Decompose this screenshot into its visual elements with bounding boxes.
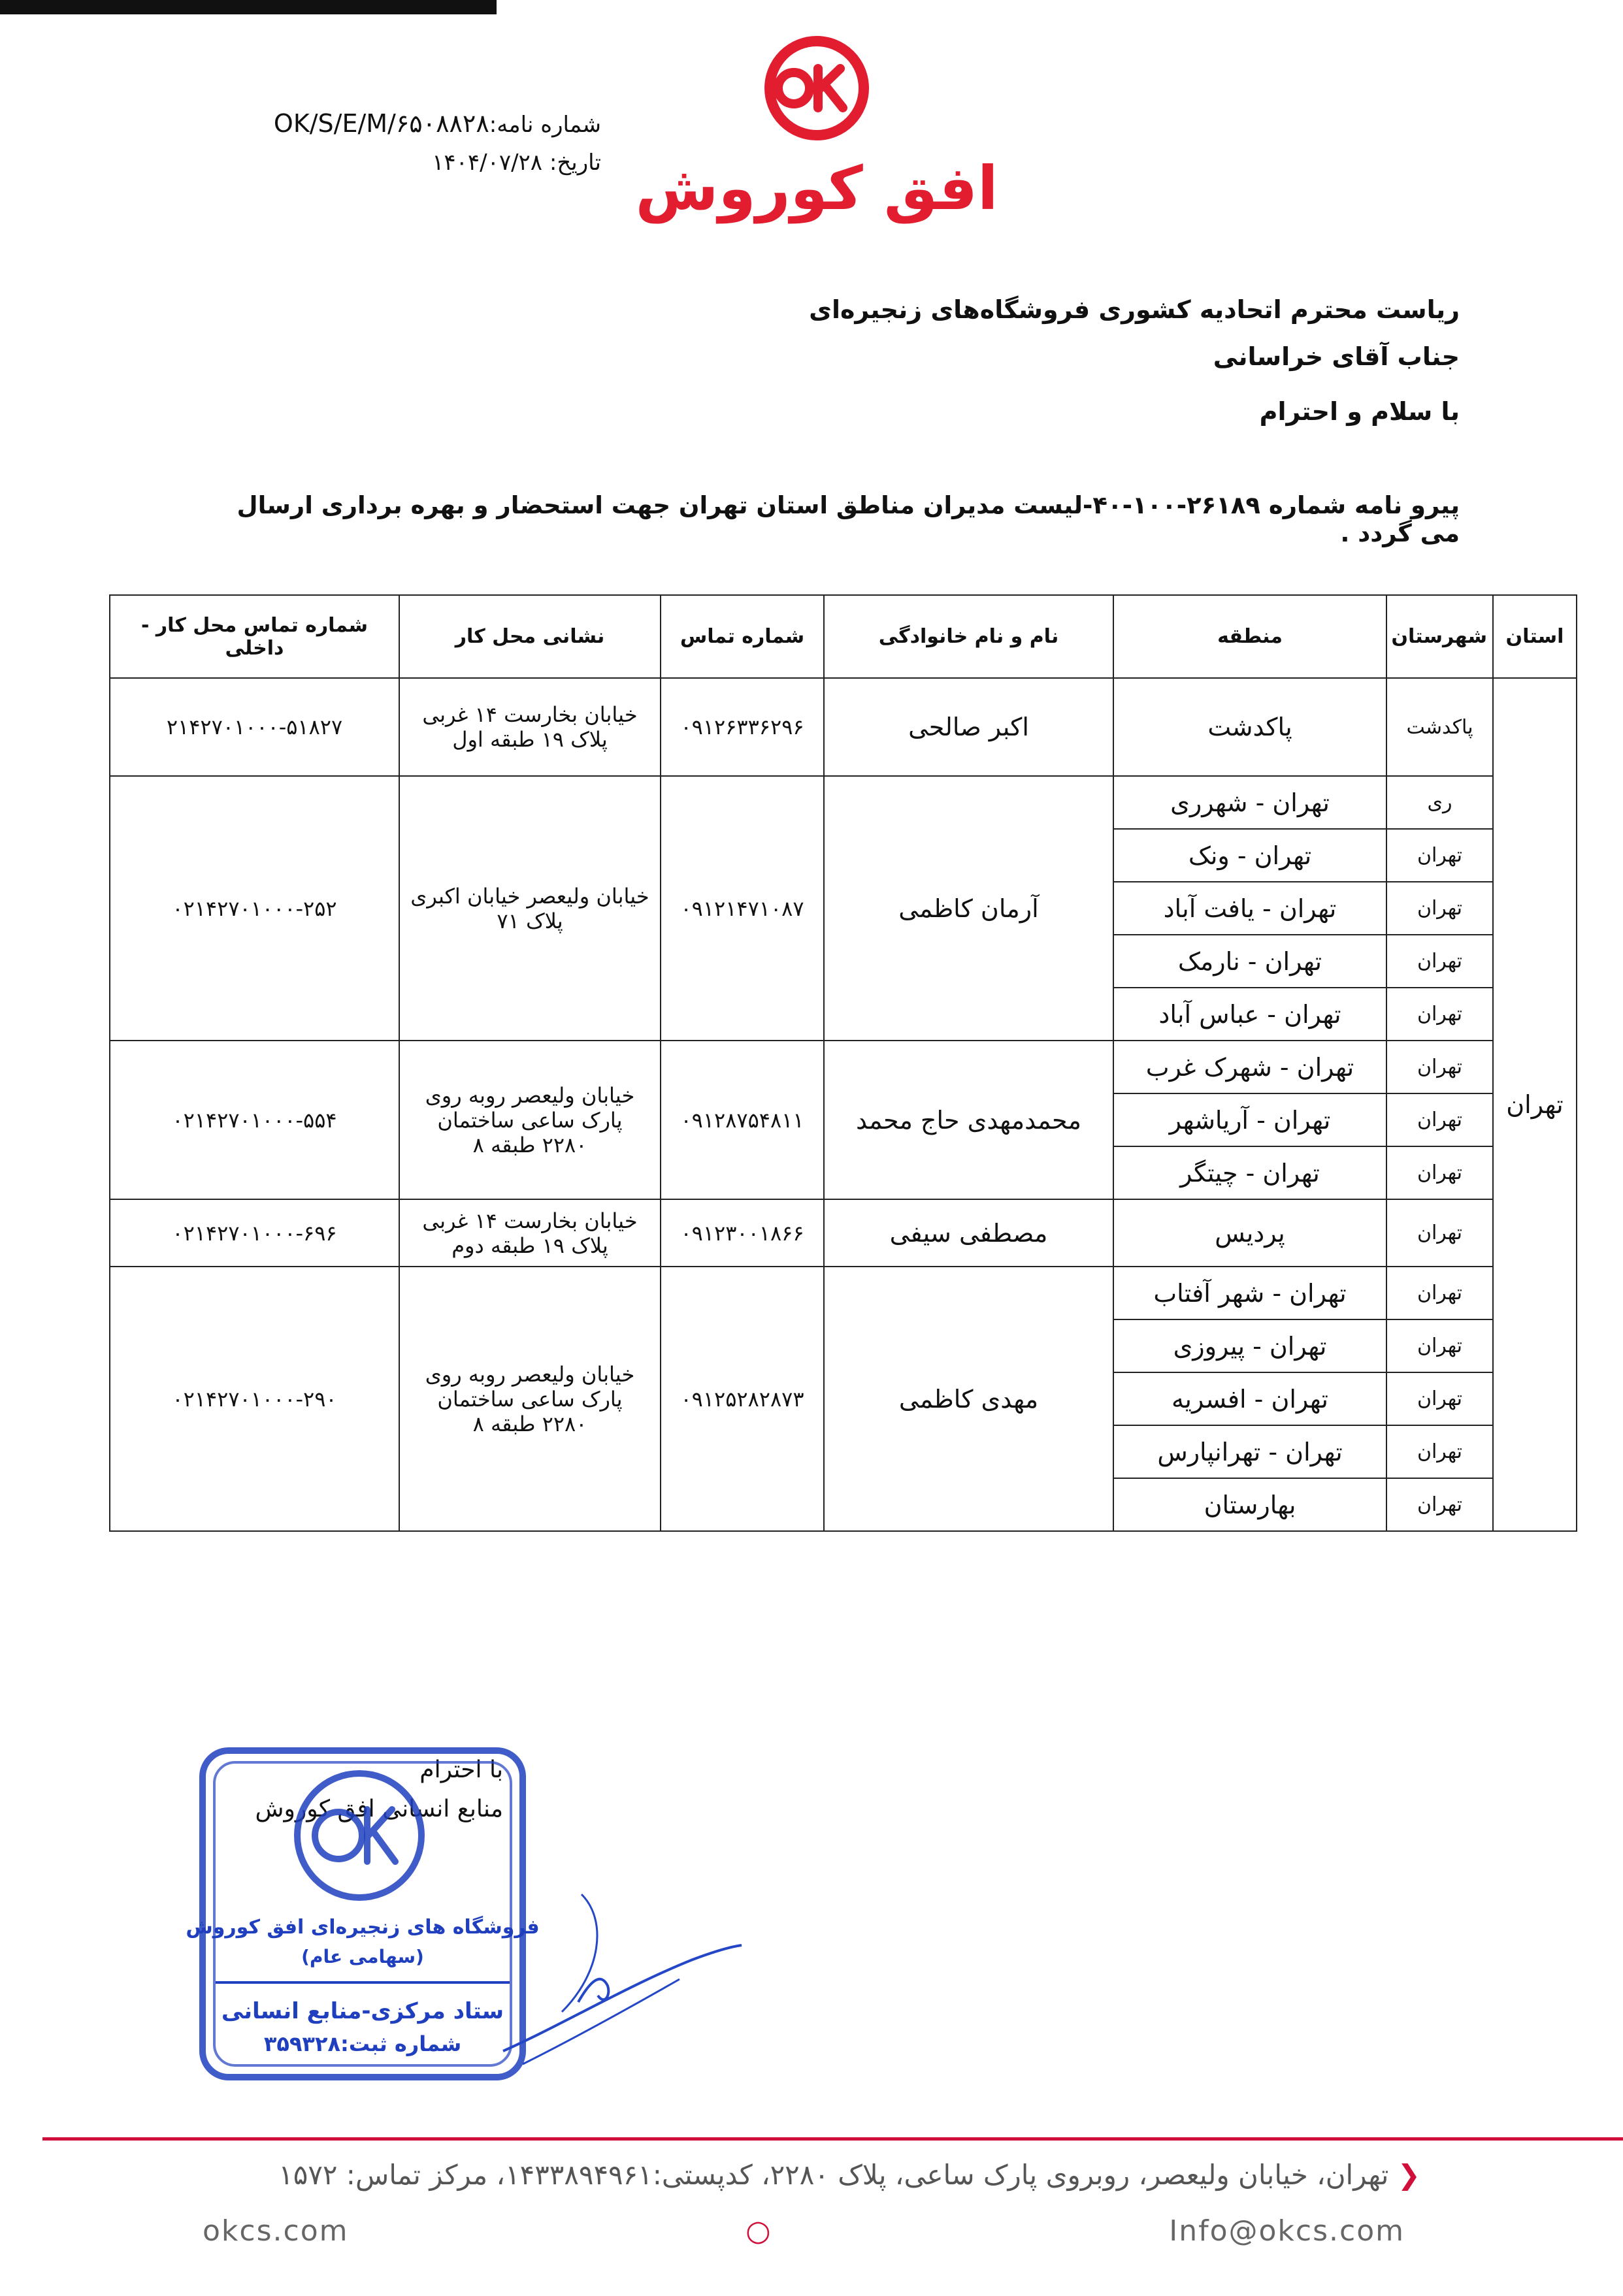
- phone-cell: ۰۹۱۲۸۷۵۴۸۱۱: [661, 1041, 824, 1199]
- region-cell: تهران - تهرانپارس: [1113, 1425, 1386, 1478]
- stamp-department: ستاد مرکزی-منابع انسانی: [221, 1998, 504, 2024]
- address-cell: [399, 1041, 661, 1199]
- city-cell: تهران: [1386, 1372, 1493, 1425]
- address-cell: [399, 1199, 661, 1267]
- header-work-phone: شماره تماس محل کار - داخلی: [110, 595, 399, 678]
- province-cell: تهران: [1493, 678, 1577, 1531]
- address-line: ۲۲۸۰ طبقه ۸: [472, 1132, 587, 1157]
- recipient-block: [610, 286, 1460, 380]
- closing-line-2: منابع انسانی افق کوروش: [255, 1796, 503, 1822]
- letter-number-value: OK/S/E/M/۶۵۰۸۸۲۸: [273, 109, 489, 138]
- address-line: پلاک ۱۹ طبقه دوم: [451, 1233, 608, 1258]
- phone-cell: ۰۹۱۲۱۴۷۱۰۸۷: [661, 776, 824, 1041]
- address-cell: [399, 776, 661, 1041]
- region-cell: پردیس: [1113, 1199, 1386, 1267]
- company-logo: [635, 39, 998, 229]
- footer-address-line: [209, 2159, 1420, 2191]
- region-cell: تهران - آریاشهر: [1113, 1093, 1386, 1146]
- stamp-registration: شماره ثبت:۳۵۹۳۲۸: [263, 2031, 462, 2056]
- letter-number-label: شماره نامه:: [489, 112, 601, 138]
- stamp-company: فروشگاه های زنجیره‌ای افق کوروش: [186, 1916, 540, 1939]
- stamp-type: (سهامی عام): [301, 1946, 424, 1967]
- table-row: [110, 776, 1577, 829]
- city-cell: تهران: [1386, 1146, 1493, 1199]
- header-city: شهرستان: [1386, 595, 1493, 678]
- company-logo-text: افق کوروش: [635, 154, 998, 223]
- region-cell: بهارستان: [1113, 1478, 1386, 1531]
- address-line: خیابان بخارست ۱۴ غربی: [422, 702, 638, 727]
- header-province: استان: [1493, 595, 1577, 678]
- header-phone: شماره تماس: [661, 595, 824, 678]
- manager-name-cell: اکبر صالحی: [824, 678, 1113, 776]
- greeting: با سلام و احترام: [1259, 397, 1460, 426]
- phone-cell: ۰۹۱۲۳۰۰۱۸۶۶: [661, 1199, 824, 1267]
- address-cell: [399, 1267, 661, 1531]
- city-cell: تهران: [1386, 1478, 1493, 1531]
- table-header-row: [110, 595, 1577, 678]
- city-cell: تهران: [1386, 882, 1493, 935]
- work-phone-cell: ۰۲۱۴۲۷۰۱۰۰۰-۲۹۰: [110, 1267, 399, 1531]
- phone-cell: ۰۹۱۲۵۲۸۲۸۷۳: [661, 1267, 824, 1531]
- region-cell: تهران - ونک: [1113, 829, 1386, 882]
- work-phone-cell: ۰۲۱۴۲۷۰۱۰۰۰-۲۵۲: [110, 776, 399, 1041]
- letter-date-label: تاریخ:: [549, 150, 601, 176]
- region-cell: تهران - نارمک: [1113, 935, 1386, 988]
- manager-name-cell: آرمان کاظمی: [824, 776, 1113, 1041]
- region-cell: پاکدشت: [1113, 678, 1386, 776]
- city-cell: ری: [1386, 776, 1493, 829]
- managers-table: [109, 594, 1577, 1532]
- address-line: خیابان ولیعصر روبه روی: [425, 1082, 635, 1108]
- letter-reference: [209, 105, 601, 182]
- table-row: [110, 1199, 1577, 1267]
- handwritten-signature: [484, 1881, 758, 2077]
- footer-divider: [42, 2137, 1623, 2141]
- address-line: پارک ساعی ساختمان: [437, 1386, 623, 1412]
- address-line: خیابان ولیعصر خیابان اکبری: [410, 883, 649, 909]
- letter-number-line: [209, 105, 601, 144]
- company-stamp: [186, 1744, 540, 2084]
- city-cell: پاکدشت: [1386, 678, 1493, 776]
- work-phone-cell: ۰۲۱۴۲۷۰۱۰۰۰-۵۵۴: [110, 1041, 399, 1199]
- manager-name-cell: مهدی کاظمی: [824, 1267, 1113, 1531]
- city-cell: تهران: [1386, 1319, 1493, 1372]
- letter-body: پیرو نامه شماره ۲۶۱۸۹-۱۰۰-۴۰-لیست مدیران مناطق استان تهران جهت استحضار و بهره برداری ارسال می گردد .: [237, 491, 1460, 547]
- region-cell: تهران - افسریه: [1113, 1372, 1386, 1425]
- city-cell: تهران: [1386, 1199, 1493, 1267]
- footer-web-line: [203, 2214, 1405, 2248]
- address-line: ۲۲۸۰ طبقه ۸: [472, 1411, 587, 1436]
- footer-email[interactable]: Info@okcs.com: [1169, 2214, 1405, 2248]
- city-cell: تهران: [1386, 1425, 1493, 1478]
- city-cell: تهران: [1386, 1093, 1493, 1146]
- region-cell: تهران - شهر آفتاب: [1113, 1267, 1386, 1319]
- address-line: پارک ساعی ساختمان: [437, 1107, 623, 1133]
- city-cell: تهران: [1386, 829, 1493, 882]
- work-phone-cell: ۲۱۴۲۷۰۱۰۰۰-۵۱۸۲۷: [110, 678, 399, 776]
- city-cell: تهران: [1386, 1267, 1493, 1319]
- region-cell: تهران - یافت آباد: [1113, 882, 1386, 935]
- scan-edge-bar: [0, 0, 497, 14]
- region-cell: تهران - شهرک غرب: [1113, 1041, 1386, 1093]
- closing-line-1: با احترام: [419, 1756, 503, 1783]
- manager-name-cell: محمدمهدی حاج محمد: [824, 1041, 1113, 1199]
- region-cell: تهران - عباس آباد: [1113, 988, 1386, 1041]
- footer-address: تهران، خیابان ولیعصر، روبروی پارک ساعی، پلاک ۲۲۸۰، کدپستی:۱۴۳۳۸۹۴۹۶۱، مرکز تماس: ۱۵۷۲: [278, 2159, 1389, 2191]
- work-phone-cell: ۰۲۱۴۲۷۰۱۰۰۰-۶۹۶: [110, 1199, 399, 1267]
- header-name: نام و نام خانوادگی: [824, 595, 1113, 678]
- region-cell: تهران - چیتگر: [1113, 1146, 1386, 1199]
- table-row: [110, 678, 1577, 776]
- address-line: پلاک ۱۹ طبقه اول: [452, 727, 608, 752]
- table-row: [110, 1041, 1577, 1093]
- address-cell: [399, 678, 661, 776]
- letter-date-value: ۱۴۰۴/۰۷/۲۸: [432, 150, 543, 176]
- region-cell: تهران - پیروزی: [1113, 1319, 1386, 1372]
- header-region: منطقه: [1113, 595, 1386, 678]
- footer-website[interactable]: okcs.com: [203, 2214, 349, 2248]
- city-cell: تهران: [1386, 988, 1493, 1041]
- header-address: نشانی محل کار: [399, 595, 661, 678]
- city-cell: تهران: [1386, 935, 1493, 988]
- chevron-left-icon: ❮: [1397, 2159, 1420, 2191]
- address-line: خیابان ولیعصر روبه روی: [425, 1361, 635, 1387]
- recipient-line-2: جناب آقای خراسانی: [1213, 342, 1460, 371]
- phone-cell: ۰۹۱۲۶۳۳۶۲۹۶: [661, 678, 824, 776]
- recipient-line-1: ریاست محترم اتحادیه کشوری فروشگاه‌های زنجیره‌ای: [809, 295, 1460, 324]
- address-line: خیابان بخارست ۱۴ غربی: [422, 1208, 638, 1233]
- separator-circle-icon: ○: [746, 2214, 772, 2248]
- address-line: پلاک ۷۱: [497, 908, 563, 933]
- table-row: [110, 1267, 1577, 1319]
- manager-name-cell: مصطفی سیفی: [824, 1199, 1113, 1267]
- region-cell: تهران - شهرری: [1113, 776, 1386, 829]
- letter-date-line: [209, 144, 601, 182]
- city-cell: تهران: [1386, 1041, 1493, 1093]
